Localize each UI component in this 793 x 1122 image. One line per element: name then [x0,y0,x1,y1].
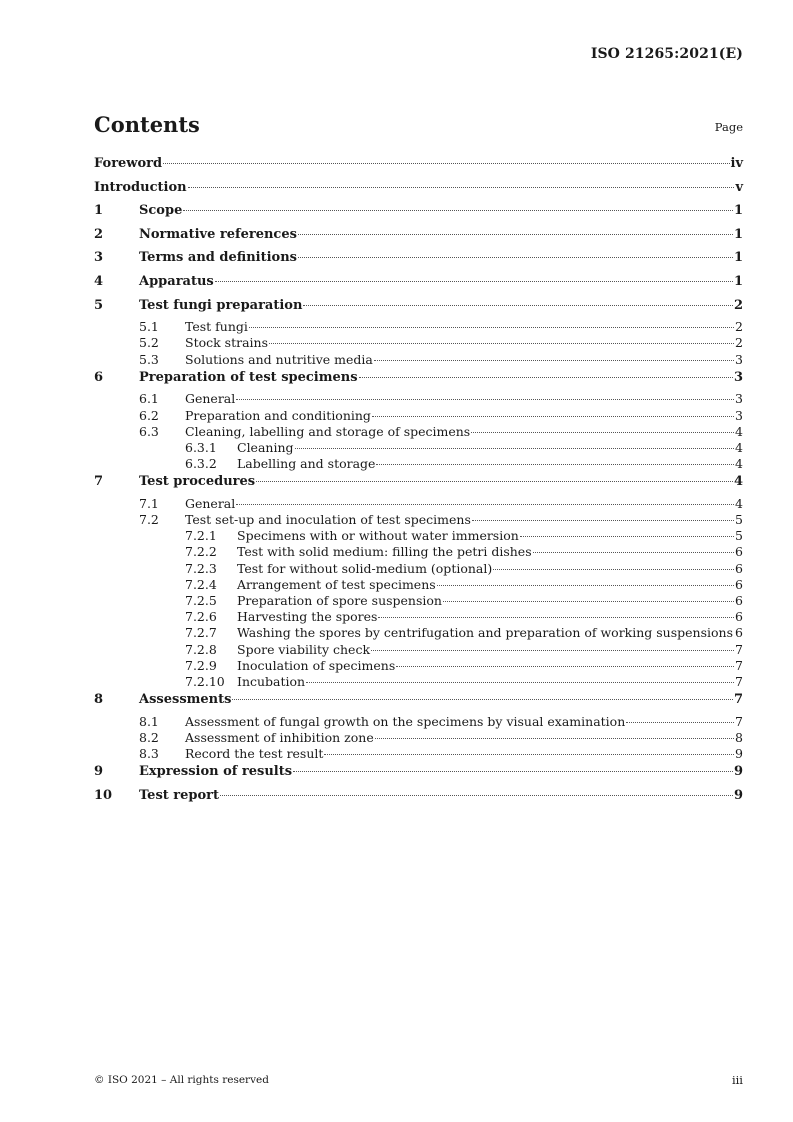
toc-entry[interactable] [94,248,743,272]
toc-entry-page: 5 [735,528,743,544]
toc-entry[interactable] [94,609,743,625]
toc-entry-line [185,335,743,351]
dot-leader [372,415,734,417]
toc-entry[interactable] [94,352,743,368]
toc-entry-title: Assessments [139,692,232,708]
toc-entry-number: 7.2.5 [185,592,217,608]
toc-entry[interactable] [94,391,743,407]
toc-entry-title: General [185,495,236,511]
toc-entry-page: 2 [733,297,743,313]
toc-entry-line [185,408,743,424]
toc-entry[interactable] [94,625,743,641]
toc-entry-page: 2 [735,319,743,335]
toc-entry-title: Labelling and storage [237,456,376,472]
dot-leader [374,359,734,361]
toc-entry-title: Spore viability check [237,641,371,657]
toc-entry-page: 4 [733,474,743,490]
toc-entry[interactable] [94,593,743,609]
toc-entry-line [237,577,743,593]
toc-entry-line [185,714,743,730]
toc-entry-title: Cleaning, labelling and storage of specimens [185,423,471,439]
toc-entry-title: Terms and definitions [139,250,297,266]
toc-entry-line [237,561,743,577]
dot-leader [183,209,733,211]
toc-entry-title: Cleaning [237,439,294,455]
toc-entry-title: Preparation and conditioning [185,407,371,423]
toc-entry-page: 7 [733,692,743,708]
toc-entry[interactable] [94,577,743,593]
toc-entry-number: 5.3 [139,351,159,367]
toc-entry-title: Test with solid medium: filling the petri dishes [237,544,532,560]
toc-entry-page: 6 [735,544,743,560]
dot-leader [236,503,734,505]
toc-entry[interactable] [94,424,743,440]
document-code: ISO 21265:2021(E) [590,46,743,62]
toc-entry[interactable] [94,201,743,225]
toc-entry-line [237,658,743,674]
toc-entry[interactable] [94,496,743,512]
toc-entry-line [139,225,743,245]
toc-entry-title: Test for without solid-medium (optional) [237,560,493,576]
toc-entry-page: 6 [735,576,743,592]
dot-leader [437,584,734,586]
toc-entry-title: Assessment of fungal growth on the specimens by visual examination [185,713,626,729]
toc-entry-title: Specimens with or without water immersion [237,528,519,544]
toc-entry-page: 4 [735,423,743,439]
toc-entry-line [139,786,743,806]
toc-entry[interactable] [94,154,743,178]
toc-entry-page: 7 [735,673,743,689]
dot-leader [493,568,734,570]
toc-entry-title: Stock strains [185,335,268,351]
toc-entry-line [185,746,743,762]
toc-entry-page: 7 [735,641,743,657]
toc-entry-title: Apparatus [139,273,214,289]
dot-leader [359,376,733,378]
toc-entry-title: General [185,391,236,407]
toc-entry-line [237,625,743,641]
toc-entry-title: Scope [139,203,183,219]
toc-entry-number: 7.2.3 [185,560,217,576]
toc-entry-page: 3 [735,391,743,407]
toc-entry-title: Normative references [139,226,297,242]
toc-entry-line [185,319,743,335]
toc-entry-title: Test set-up and inoculation of test specimens [185,512,471,528]
toc-entry-title: Arrangement of test specimens [237,576,436,592]
toc-entry-page: 6 [735,625,743,641]
toc-entry-page: iv [730,156,743,171]
toc-entry-page: 7 [735,713,743,729]
toc-entry-number: 7.2.4 [185,576,217,592]
toc-entry-number: 6.2 [139,407,159,423]
dot-leader [306,681,734,683]
toc-entry-line [237,528,743,544]
dot-leader [163,162,729,164]
toc-entry-page: 5 [735,512,743,528]
toc-entry-number: 10 [94,787,113,803]
toc-entry[interactable] [94,674,743,690]
toc-entry-title: Harvesting the spores [237,609,378,625]
toc-entry[interactable] [94,658,743,674]
toc-entry[interactable] [94,319,743,335]
toc-entry-line [237,642,743,658]
toc-entry[interactable] [94,690,743,714]
toc-entry-line [237,674,743,690]
toc-entry-line [237,456,743,472]
dot-leader [626,721,734,723]
toc-entry-title: Test report [139,787,220,803]
toc-entry-number: 7.2.1 [185,528,217,544]
toc-entry-number: 6.1 [139,391,159,407]
dot-leader [520,535,734,537]
toc-entry-page: 6 [735,560,743,576]
toc-entry-title: Record the test result [185,746,324,762]
toc-entry-page: 4 [735,456,743,472]
toc-entry-title: Preparation of spore suspension [237,592,442,608]
toc-entry-page: 1 [733,250,743,266]
toc-entry[interactable] [94,561,743,577]
toc-entry-number: 7.2.7 [185,625,217,641]
toc-entry-title: Test fungi [185,319,248,335]
dot-leader [249,326,734,328]
toc-entry-number: 6.3.1 [185,439,217,455]
toc-entry-line [139,762,743,782]
dot-leader [236,398,734,400]
toc-entry[interactable] [94,456,743,472]
dot-leader [269,342,734,344]
toc-entry-line [139,296,743,316]
toc-entry-number: 7 [94,474,104,490]
toc-entry[interactable] [94,762,743,786]
toc-entry-line [139,272,743,292]
dot-leader [188,186,735,188]
toc-entry-number: 8.2 [139,729,159,745]
page-column-label: Page [714,120,743,134]
toc-entry-line [185,512,743,528]
toc-entry-title: Assessment of inhibition zone [185,729,374,745]
toc-entry-page: 3 [735,407,743,423]
toc-entry-number: 9 [94,764,104,780]
dot-leader [375,737,734,739]
toc-entry-page: 8 [735,729,743,745]
dot-leader [443,600,734,602]
toc-entry-line [185,424,743,440]
toc-entry[interactable] [94,225,743,249]
toc-entry-number: 5.1 [139,319,159,335]
toc-entry[interactable] [94,786,743,810]
table-of-contents [94,154,743,809]
toc-entry-line [185,496,743,512]
dot-leader [303,304,733,306]
toc-entry-line [237,609,743,625]
toc-entry-line [139,201,743,221]
dot-leader [295,447,735,449]
dot-leader [298,256,733,258]
dot-leader [293,770,733,772]
dot-leader [396,665,734,667]
toc-entry-title: Washing the spores by centrifugation and preparation of working suspensions [237,625,733,641]
toc-entry[interactable] [94,472,743,496]
toc-entry-page: 3 [735,351,743,367]
toc-entry-title: Expression of results [139,764,293,780]
dot-leader [471,431,734,433]
toc-entry-number: 7.2.2 [185,544,217,560]
toc-entry-line [185,352,743,368]
dot-leader [376,463,734,465]
toc-entry-line [185,730,743,746]
dot-leader [378,616,734,618]
toc-entry-number: 3 [94,250,104,266]
toc-entry-page: 3 [733,369,743,385]
dot-leader [324,753,734,755]
dot-leader [232,698,733,700]
toc-entry-number: 4 [94,273,104,289]
toc-entry-title: Foreword [94,156,163,171]
toc-entry-page: 1 [733,273,743,289]
toc-entry-page: 9 [733,764,743,780]
toc-entry[interactable] [94,512,743,528]
toc-entry-line [185,391,743,407]
toc-entry-page: 9 [733,787,743,803]
contents-header [94,112,743,138]
toc-entry-line [139,248,743,268]
toc-entry-page: 4 [735,439,743,455]
dot-leader [371,649,734,651]
toc-entry[interactable] [94,714,743,730]
copyright-notice: © ISO 2021 – All rights reserved [94,1074,269,1086]
toc-entry-title: Solutions and nutritive media [185,351,373,367]
toc-entry-line [237,593,743,609]
toc-entry[interactable] [94,296,743,320]
toc-entry-line [139,368,743,388]
toc-entry-number: 6 [94,369,104,385]
toc-entry[interactable] [94,408,743,424]
toc-entry-page: 6 [735,609,743,625]
dot-leader [298,233,733,235]
toc-entry-title: Introduction [94,179,187,195]
toc-entry[interactable] [94,335,743,351]
toc-entry[interactable] [94,746,743,762]
toc-entry[interactable] [94,440,743,456]
toc-entry-title: Test procedures [139,474,256,490]
page-title: Contents [94,112,200,137]
toc-entry-line [237,544,743,560]
toc-entry[interactable] [94,730,743,746]
toc-entry-page: 2 [735,335,743,351]
toc-entry-line [139,690,743,710]
dot-leader [472,519,734,521]
dot-leader [533,551,734,553]
toc-entry-page: 1 [733,226,743,242]
toc-entry-number: 8.3 [139,746,159,762]
toc-entry[interactable] [94,178,743,202]
toc-entry-number: 7.2.8 [185,641,217,657]
toc-entry-number: 7.2.10 [185,673,225,689]
toc-entry-line [237,440,743,456]
toc-entry-number: 6.3 [139,423,159,439]
toc-entry-page: 9 [735,746,743,762]
dot-leader [215,280,733,282]
dot-leader [256,480,733,482]
toc-entry-page: 6 [735,592,743,608]
toc-entry-number: 7.2 [139,512,159,528]
toc-entry-number: 2 [94,226,104,242]
dot-leader [220,794,733,796]
toc-entry-number: 1 [94,203,104,219]
toc-entry[interactable] [94,272,743,296]
toc-entry-title: Inoculation of specimens [237,657,396,673]
toc-entry-number: 6.3.2 [185,456,217,472]
toc-entry[interactable] [94,544,743,560]
toc-entry-page: 1 [733,203,743,219]
toc-entry[interactable] [94,368,743,392]
toc-entry-title: Test fungi preparation [139,297,303,313]
toc-entry-line [94,178,743,198]
toc-entry-title: Incubation [237,673,306,689]
toc-entry-line [94,154,743,174]
toc-entry-page: 4 [735,495,743,511]
toc-entry-title: Preparation of test specimens [139,369,358,385]
toc-entry-number: 5 [94,297,104,313]
toc-entry-number: 7.2.6 [185,609,217,625]
toc-entry[interactable] [94,528,743,544]
page-number: iii [731,1073,743,1087]
toc-entry[interactable] [94,642,743,658]
toc-entry-page: v [735,179,743,195]
toc-entry-number: 7.1 [139,495,159,511]
toc-entry-line [139,472,743,492]
toc-entry-number: 8 [94,692,104,708]
toc-entry-number: 5.2 [139,335,159,351]
toc-entry-number: 8.1 [139,713,159,729]
toc-entry-number: 7.2.9 [185,657,217,673]
toc-entry-page: 7 [735,657,743,673]
